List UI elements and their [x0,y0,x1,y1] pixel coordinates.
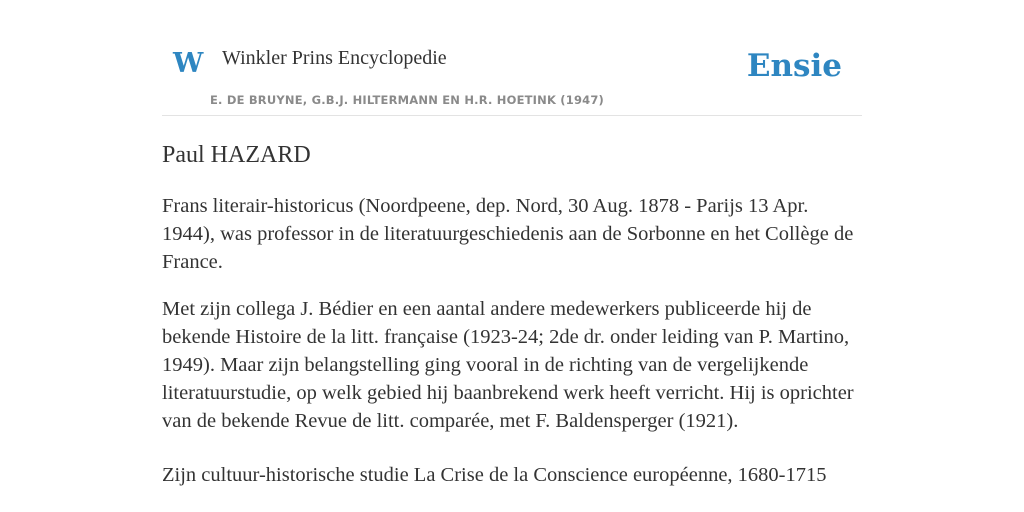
entry-paragraph: Met zijn collega J. Bédier en een aantal andere medewerkers publiceerde hij de bekende Histoire de la litt. française (1923-24; 2de dr. onder leiding van P. Martino, 1949). Maar zijn belangstelling ging vooral in de richting van de vergelijkende literatuurstudie, op welk gebied hij baanbrekend werk heeft verricht. Hij is oprichter van de bekende Revue de litt. comparée, met F. Baldensperger (1921). [162,297,854,432]
entry-paragraph: Zijn cultuur-historische studie La Crise de la Conscience européenne, 1680-1715 [162,463,827,486]
entry-title: Paul HAZARD [162,142,311,168]
entry-paragraph: Frans literair-historicus (Noordpeene, dep. Nord, 30 Aug. 1878 - Parijs 13 Apr. 1944), was professor in de literatuurgeschiedenis aan de Sorbonne en het Collège de France. [162,194,854,273]
entry-article [162,141,862,489]
page [162,0,862,489]
publication-logo[interactable]: W [173,48,204,79]
site-header [162,0,862,116]
publication-authors: E. DE BRUYNE, G.B.J. HILTERMANN EN H.R. HOETINK (1947) [210,93,605,107]
ensie-brand-logo[interactable]: Ensie [746,48,842,84]
publication-title[interactable]: Winkler Prins Encyclopedie [222,47,447,69]
